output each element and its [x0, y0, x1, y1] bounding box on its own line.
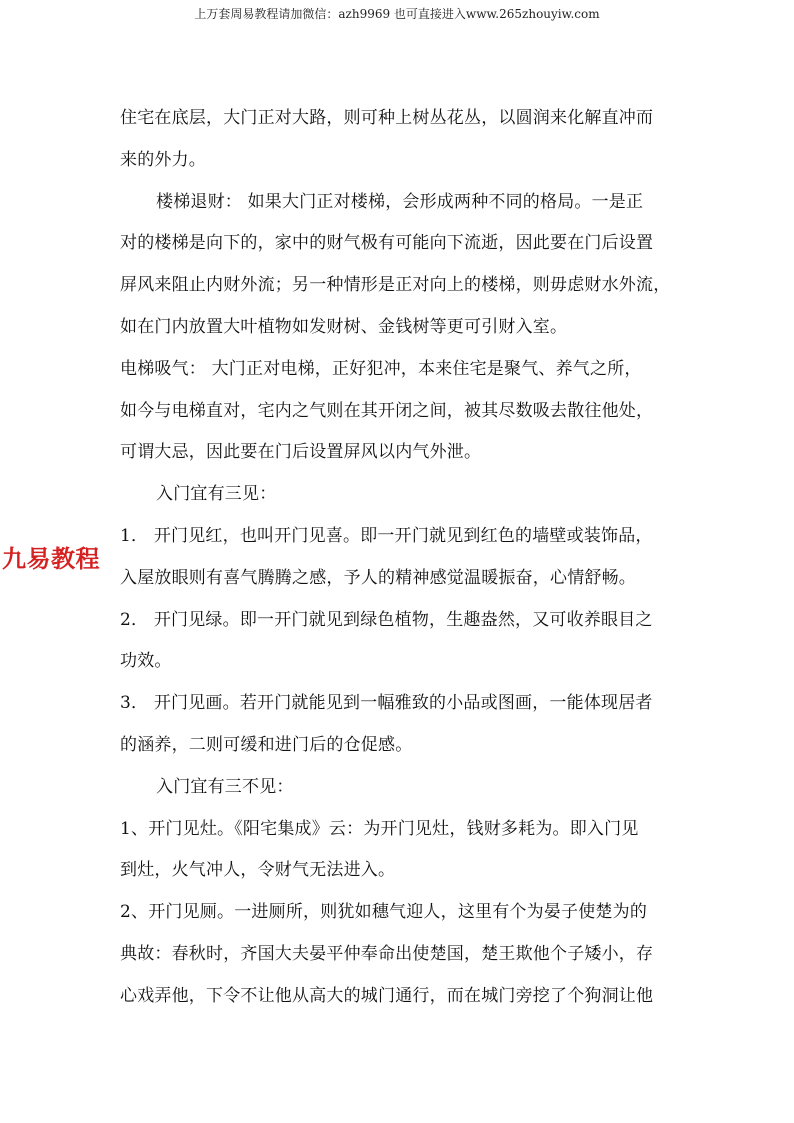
body-line: 功效。 — [120, 651, 172, 672]
body-line: 典故：春秋时，齐国大夫晏平仲奉命出使楚国，楚王欺他个子矮小，存 — [120, 943, 654, 964]
list-item: 2． 开门见绿。即一开门就见到绿色植物，生趣盎然，又可收养眼目之 — [120, 609, 653, 630]
body-line: 的涵养，二则可缓和进门后的仓促感。 — [120, 734, 413, 755]
body-line: 如今与电梯直对，宅内之气则在其开闭之间，被其尽数吸去散往他处， — [120, 400, 654, 421]
section-heading-three-not-sees: 入门宜有三不见： — [156, 776, 294, 797]
body-line: 心戏弄他，下令不让他从高大的城门通行，而在城门旁挖了个狗洞让他 — [120, 985, 654, 1006]
list-item: 1． 开门见红，也叫开门见喜。即一开门就见到红色的墙壁或装饰品， — [120, 525, 653, 546]
page-header: 上万套周易教程请加微信：azh9969 也可直接进入www.265zhouyiw.com — [194, 7, 600, 21]
body-line: 来的外力。 — [120, 149, 206, 170]
watermark-logo: 九易教程 — [2, 545, 100, 573]
body-line: 到灶，火气冲人，令财气无法进入。 — [120, 860, 396, 881]
list-item: 1、开门见灶。《阳宅集成》云：为开门见灶，钱财多耗为。即入门见 — [120, 818, 639, 839]
body-line: 如在门内放置大叶植物如发财树、金钱树等更可引财入室。 — [120, 316, 568, 337]
section-heading-elevator: 电梯吸气： 大门正对电梯，正好犯冲，本来住宅是聚气、养气之所， — [120, 358, 642, 379]
body-line: 屏风来阻止内财外流；另一种情形是正对向上的楼梯，则毋虑财水外流， — [120, 275, 671, 296]
section-heading-stairs: 楼梯退财： 如果大门正对楼梯，会形成两种不同的格局。一是正 — [156, 191, 644, 212]
body-line: 入屋放眼则有喜气腾腾之感，予人的精神感觉温暖振奋，心情舒畅。 — [120, 567, 636, 588]
document-body — [120, 98, 680, 1018]
body-line: 可谓大忌，因此要在门后设置屏风以内气外泄。 — [120, 442, 482, 463]
body-line: 对的楼梯是向下的，家中的财气极有可能向下流逝，因此要在门后设置 — [120, 233, 654, 254]
list-item: 3． 开门见画。若开门就能见到一幅雅致的小品或图画，一能体现居者 — [120, 693, 653, 714]
section-heading-three-sees: 入门宜有三见： — [156, 484, 277, 505]
list-item: 2、开门见厕。一进厕所，则犹如穗气迎人，这里有个为晏子使楚为的 — [120, 902, 648, 923]
body-line: 住宅在底层，大门正对大路，则可种上树丛花丛，以圆润来化解直冲而 — [120, 108, 654, 128]
